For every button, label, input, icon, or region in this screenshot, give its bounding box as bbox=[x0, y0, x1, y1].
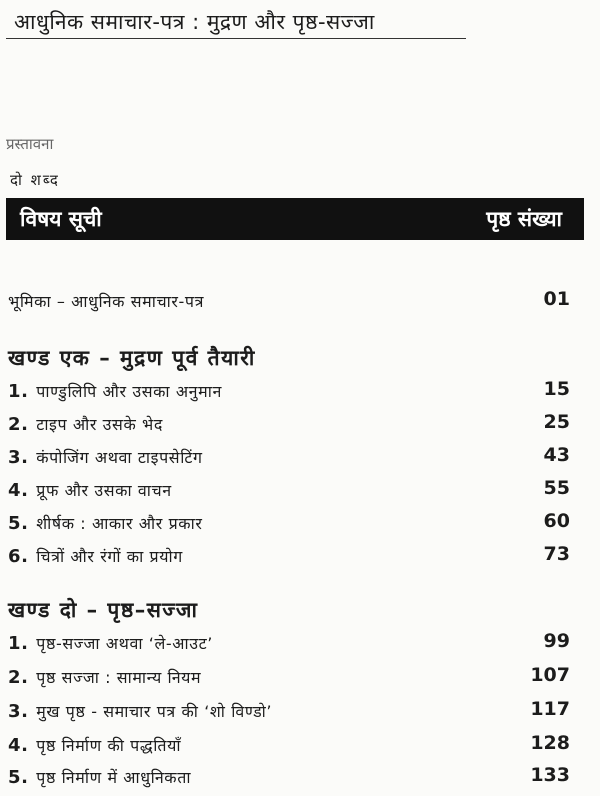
toc-row-number: 3. bbox=[8, 701, 29, 722]
toc-row-intro bbox=[0, 288, 600, 318]
toc-row-label: प्रूफ और उसका वाचन bbox=[36, 481, 172, 500]
toc-row bbox=[0, 477, 600, 507]
toc-row-page: 107 bbox=[530, 664, 570, 686]
toc-row-number: 2. bbox=[8, 667, 29, 688]
section-heading-2: खण्ड दो – पृष्ठ–सज्जा bbox=[8, 598, 199, 622]
toc-row-label: पृष्ठ सज्जा : सामान्य नियम bbox=[36, 668, 202, 687]
toc-row bbox=[0, 411, 600, 441]
toc-row bbox=[0, 630, 600, 660]
toc-row-page: 99 bbox=[543, 630, 570, 652]
toc-row-label: पृष्ठ-सज्जा अथवा ‘ले-आउट’ bbox=[36, 634, 213, 653]
toc-row-page: 73 bbox=[543, 543, 570, 565]
toc-header-bar bbox=[6, 198, 584, 240]
toc-heading: विषय सूची bbox=[20, 207, 102, 231]
toc-row-label: टाइप और उसके भेद bbox=[36, 415, 163, 434]
page-number-heading: पृष्ठ संख्या bbox=[486, 207, 562, 231]
toc-row-label: चित्रों और रंगों का प्रयोग bbox=[36, 547, 183, 566]
two-words-entry: दो शब्द bbox=[10, 171, 60, 189]
toc-row-page: 117 bbox=[530, 698, 570, 720]
toc-row-number: 6. bbox=[8, 546, 29, 567]
book-title: आधुनिक समाचार-पत्र : मुद्रण और पृष्ठ-सज्जा bbox=[14, 10, 375, 34]
toc-row-number: 3. bbox=[8, 447, 29, 468]
toc-row bbox=[0, 664, 600, 694]
toc-row-page: 133 bbox=[530, 764, 570, 786]
toc-row-label: कंपोजिंग अथवा टाइपसेटिंग bbox=[36, 448, 203, 467]
toc-row-page: 15 bbox=[543, 378, 570, 400]
title-underline bbox=[6, 38, 466, 39]
toc-row bbox=[0, 732, 600, 762]
toc-row-number: 5. bbox=[8, 513, 29, 534]
section-heading-1: खण्ड एक – मुद्रण पूर्व तैयारी bbox=[8, 346, 256, 370]
toc-row bbox=[0, 698, 600, 728]
toc-row-page: 01 bbox=[543, 288, 570, 310]
toc-row bbox=[0, 378, 600, 408]
toc-row-page: 128 bbox=[530, 732, 570, 754]
toc-row-page: 55 bbox=[543, 477, 570, 499]
toc-row-label: पृष्ठ निर्माण में आधुनिकता bbox=[36, 768, 192, 787]
toc-row-label: पृष्ठ निर्माण की पद्धतियाँ bbox=[36, 736, 182, 755]
toc-row-number: 5. bbox=[8, 767, 29, 788]
toc-row-label: मुख पृष्ठ - समाचार पत्र की ‘शो विण्डो’ bbox=[36, 702, 273, 721]
toc-row-number: 1. bbox=[8, 633, 29, 654]
toc-row-number: 4. bbox=[8, 480, 29, 501]
toc-row-label: भूमिका – आधुनिक समाचार-पत्र bbox=[8, 292, 205, 311]
toc-row-number: 4. bbox=[8, 735, 29, 756]
toc-row-page: 25 bbox=[543, 411, 570, 433]
toc-row-label: शीर्षक : आकार और प्रकार bbox=[36, 514, 203, 533]
toc-row bbox=[0, 444, 600, 474]
toc-row-label: पाण्डुलिपि और उसका अनुमान bbox=[36, 382, 222, 401]
toc-row-number: 2. bbox=[8, 414, 29, 435]
preface-entry: प्रस्तावना bbox=[6, 135, 54, 153]
toc-row-page: 60 bbox=[543, 510, 570, 532]
toc-row-number: 1. bbox=[8, 381, 29, 402]
toc-row bbox=[0, 764, 600, 794]
toc-row bbox=[0, 543, 600, 573]
toc-row-page: 43 bbox=[543, 444, 570, 466]
toc-row bbox=[0, 510, 600, 540]
